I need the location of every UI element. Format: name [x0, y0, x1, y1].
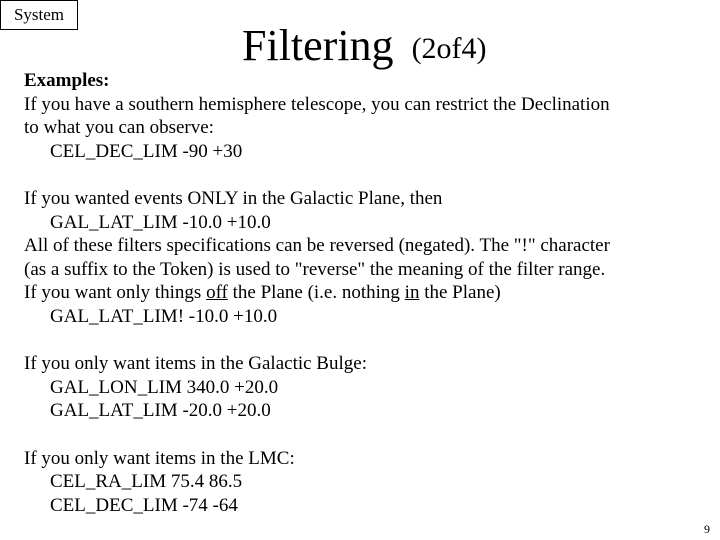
text-line: If you wanted events ONLY in the Galactic Plane, then — [24, 187, 443, 209]
text-line: to what you can observe: — [24, 117, 214, 139]
underlined-off: off — [206, 282, 228, 304]
command-line: GAL_LAT_LIM! -10.0 +10.0 — [50, 305, 278, 327]
text-line: If you only want items in the Galactic Bulge: — [24, 353, 367, 375]
examples-heading: Examples: — [24, 70, 110, 91]
text-segment: the Plane) — [419, 282, 501, 304]
text-segment: If you want only things — [24, 282, 207, 304]
command-line: CEL_DEC_LIM -90 +30 — [50, 140, 243, 162]
text-line: (as a suffix to the Token) is used to "reverse" the meaning of the filter range. — [24, 258, 606, 280]
command-line: GAL_LAT_LIM -20.0 +20.0 — [50, 400, 271, 422]
spacer — [24, 163, 704, 187]
page-number: 9 — [704, 522, 710, 536]
text-line: All of these filters specifications can be reversed (negated). The "!" character — [24, 235, 610, 257]
title-main: Filtering — [242, 21, 394, 70]
page-title — [242, 20, 487, 75]
command-line: GAL_LON_LIM 340.0 +20.0 — [50, 376, 279, 398]
command-line: CEL_DEC_LIM -74 -64 — [50, 494, 238, 516]
text-line: If you only want items in the LMC: — [24, 447, 295, 469]
spacer — [24, 423, 704, 447]
slide-body — [24, 69, 704, 517]
text-segment: the Plane (i.e. nothing — [227, 282, 405, 304]
text-line-off-plane — [24, 281, 704, 305]
command-line: GAL_LAT_LIM -10.0 +10.0 — [50, 211, 271, 233]
text-line: If you have a southern hemisphere telescope, you can restrict the Declination — [24, 93, 610, 115]
spacer — [24, 329, 704, 353]
system-badge: System — [0, 0, 78, 30]
command-line: CEL_RA_LIM 75.4 86.5 — [50, 471, 243, 493]
underlined-in: in — [404, 282, 420, 304]
title-page-indicator: (2of4) — [411, 32, 487, 65]
